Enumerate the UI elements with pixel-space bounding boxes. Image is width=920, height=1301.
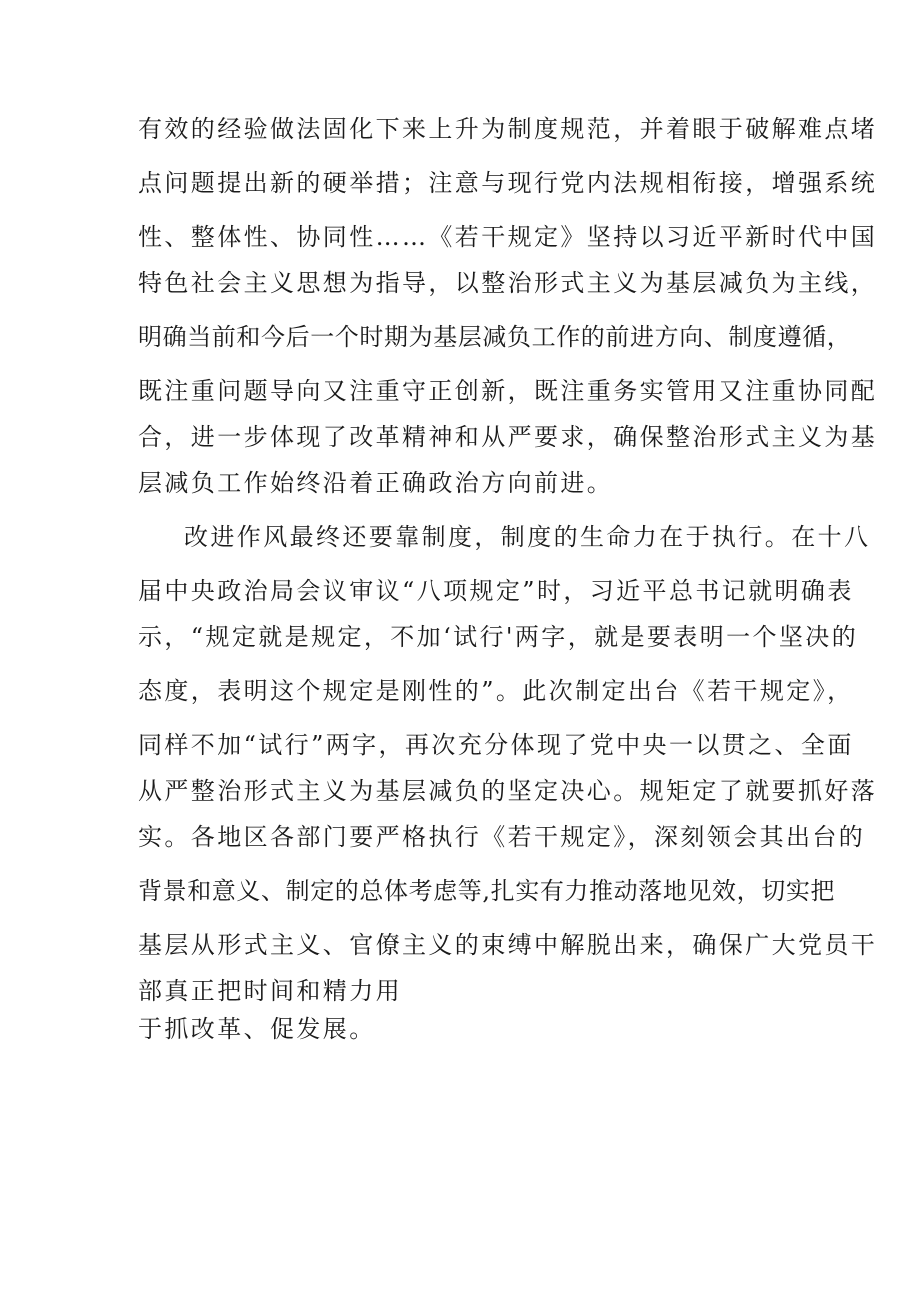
paragraph-1-line-6: 既注重问题导向又注重守正创新，既注重务实管用又注重协同配	[138, 377, 878, 405]
paragraph-2-line-8: 背景和意义、制定的总体考虑等,扎实有力推动落地见效，切实把	[138, 877, 836, 905]
paragraph-1-line-1: 有效的经验做法固化下来上升为制度规范，并着眼于破解难点堵	[138, 115, 878, 143]
paragraph-2-line-1: 改进作风最终还要靠制度，制度的生命力在于执行。在十八	[184, 523, 871, 551]
paragraph-2-line-10: 部真正把时间和精力用	[138, 977, 402, 1005]
paragraph-1-line-2: 点问题提出新的硬举措；注意与现行党内法规相衔接，增强系统	[138, 169, 878, 197]
paragraph-2-line-9: 基层从形式主义、官僚主义的束缚中解脱出来，确保广大党员干	[138, 931, 878, 959]
paragraph-2-line-2: 届中央政治局会议审议“八项规定”时，习近平总书记就明确表	[138, 577, 854, 605]
paragraph-1-line-3: 性、整体性、协同性……《若干规定》坚持以习近平新时代中国	[138, 223, 878, 251]
paragraph-1-line-7: 合，进一步体现了改革精神和从严要求，确保整治形式主义为基	[138, 423, 878, 451]
paragraph-1-line-4: 特色社会主义思想为指导，以整治形式主义为基层减负为主线，	[138, 269, 878, 297]
paragraph-2-line-4: 态度，表明这个规定是刚性的”。此次制定出台《若干规定》，	[138, 677, 854, 705]
paragraph-2-line-11: 于抓改革、促发展。	[138, 1015, 376, 1043]
paragraph-2-line-3: 示，“规定就是规定，不加‘试行'两字，就是要表明一个坚决的	[138, 623, 859, 651]
paragraph-2-line-6: 从严整治形式主义为基层减负的坚定决心。规矩定了就要抓好落	[138, 777, 878, 805]
paragraph-1-line-8: 层减负工作始终沿着正确政治方向前进。	[138, 469, 614, 497]
paragraph-1-line-5: 明确当前和今后一个时期为基层减负工作的前进方向、制度遵循，	[138, 323, 852, 351]
paragraph-2-line-7: 实。各地区各部门要严格执行《若干规定》，深刻领会其出台的	[138, 823, 866, 851]
paragraph-2-line-5: 同样不加“试行”两字，再次充分体现了党中央一以贯之、全面	[138, 731, 854, 759]
